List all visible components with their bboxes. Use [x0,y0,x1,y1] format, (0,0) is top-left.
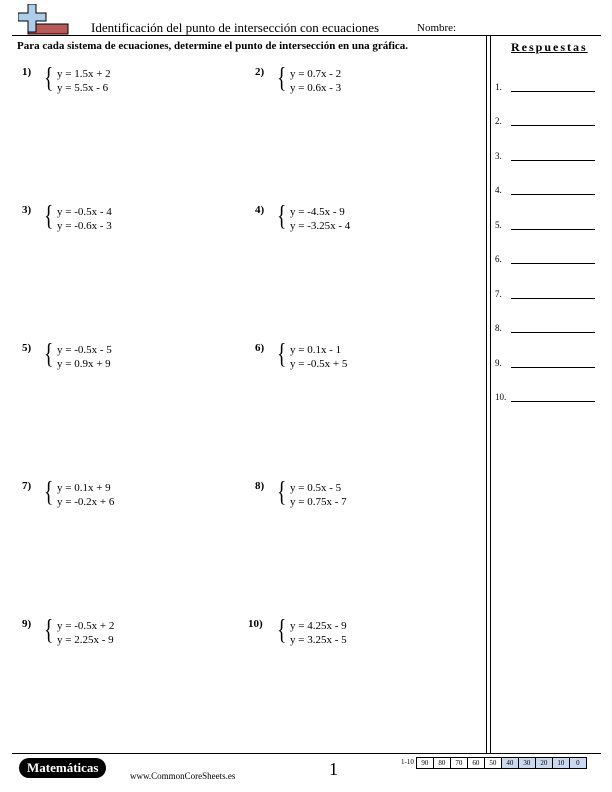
website-url: www.CommonCoreSheets.es [130,771,236,781]
system-brace: { [44,615,54,646]
equation-2: y = 5.5x - 6 [57,82,109,94]
answer-number: 5. [495,220,502,230]
answer-number: 9. [495,358,502,368]
problem-5 [22,339,242,378]
equation-1: y = 0.1x + 9 [57,482,111,494]
system-brace: { [277,477,287,508]
equation-2: y = 3.25x - 5 [290,634,347,646]
score-range-label: 1-10 [401,758,414,766]
answer-field-3[interactable] [495,146,595,162]
equation-2: y = -3.25x - 4 [290,220,351,232]
equation-1: y = 4.25x - 9 [290,620,347,632]
answer-number: 7. [495,289,502,299]
problem-number: 8) [255,480,265,492]
score-cell: 90 [416,757,434,769]
score-cell: 50 [484,757,502,769]
problem-number: 2) [255,66,265,78]
system-brace: { [277,201,287,232]
problem-number: 7) [22,480,32,492]
problem-number: 5) [22,342,32,354]
equation-1: y = -0.5x + 2 [57,620,115,632]
problem-number: 6) [255,342,265,354]
equation-1: y = -0.5x - 4 [57,206,112,218]
score-cell: 20 [535,757,553,769]
equation-2: y = -0.5x + 5 [290,358,348,370]
answer-number: 8. [495,323,502,333]
answer-line [511,91,595,92]
instructions: Para cada sistema de ecuaciones, determine el punto de intersección en una gráfica. [17,40,409,52]
answer-line [511,298,595,299]
answer-line [511,194,595,195]
equation-2: y = -0.6x - 3 [57,220,112,232]
score-table [398,757,587,769]
answer-line [511,401,595,402]
score-cell: 40 [501,757,519,769]
answer-number: 4. [495,185,502,195]
score-cell: 10 [552,757,570,769]
system-brace: { [44,63,54,94]
problem-number: 10) [248,618,263,630]
answer-field-5[interactable] [495,215,595,231]
answer-line [511,160,595,161]
page-number: 1 [329,759,338,779]
score-cell: 80 [433,757,451,769]
equation-1: y = 0.7x - 2 [290,68,342,80]
score-cell: 0 [569,757,587,769]
score-cell: 30 [518,757,536,769]
equation-2: y = 2.25x - 9 [57,634,114,646]
answer-column-divider [490,35,491,753]
equation-2: y = -0.2x + 6 [57,496,115,508]
system-brace: { [277,339,287,370]
problem-10 [248,615,468,654]
system-brace: { [44,201,54,232]
equation-1: y = -4.5x - 9 [290,206,345,218]
equation-2: y = 0.9x + 9 [57,358,111,370]
answer-number: 2. [495,116,502,126]
answer-line [511,125,595,126]
answer-line [511,263,595,264]
problem-1 [22,63,242,102]
answer-number: 10. [495,392,507,402]
answer-number: 3. [495,151,502,161]
answer-line [511,367,595,368]
problem-number: 4) [255,204,265,216]
name-label: Nombre: [417,22,457,34]
answer-field-10[interactable] [495,387,595,403]
system-brace: { [44,339,54,370]
system-brace: { [44,477,54,508]
answer-field-6[interactable] [495,249,595,265]
score-cell: 60 [467,757,485,769]
answer-line [511,229,595,230]
problem-number: 1) [22,66,32,78]
header-divider [12,35,601,36]
plus-cross-logo-icon [18,4,70,36]
equation-1: y = 0.1x - 1 [290,344,342,356]
brand-badge: Matemáticas [19,758,106,778]
equation-2: y = 0.75x - 7 [290,496,347,508]
score-cell: 70 [450,757,468,769]
answer-field-4[interactable] [495,180,595,196]
system-brace: { [277,63,287,94]
problem-9 [22,615,242,654]
problem-7 [22,477,242,516]
answer-field-9[interactable] [495,353,595,369]
equation-1: y = 0.5x - 5 [290,482,342,494]
equation-1: y = -0.5x - 5 [57,344,112,356]
problem-6 [255,339,475,378]
answer-number: 6. [495,254,502,264]
problem-4 [255,201,475,240]
system-brace: { [277,615,287,646]
answer-field-7[interactable] [495,284,595,300]
answer-column-divider [486,35,487,753]
answer-line [511,332,595,333]
answer-field-1[interactable] [495,77,595,93]
answers-title: Respuestas [511,40,588,54]
problem-3 [22,201,242,240]
answer-field-8[interactable] [495,318,595,334]
problem-2 [255,63,475,102]
page-title: Identificación del punto de intersección con ecuaciones [91,20,380,35]
answer-field-2[interactable] [495,111,595,127]
equation-1: y = 1.5x + 2 [57,68,111,80]
problem-number: 3) [22,204,32,216]
problem-number: 9) [22,618,32,630]
footer-divider [12,753,601,754]
equation-2: y = 0.6x - 3 [290,82,342,94]
problem-8 [255,477,475,516]
answer-number: 1. [495,82,502,92]
